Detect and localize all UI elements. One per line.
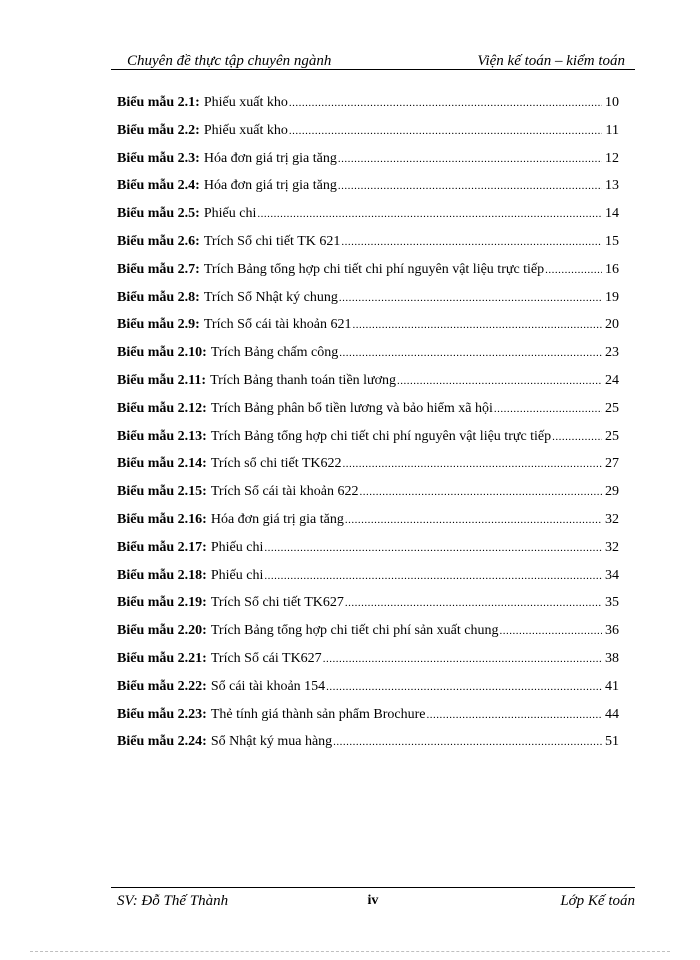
toc-entry-title: Trích Bảng tổng hợp chi tiết chi phí nguyên vật liệu trực tiếp xyxy=(210,428,552,444)
toc-dot-leader xyxy=(341,236,602,248)
toc-entry-title: Phiếu chi xyxy=(210,567,264,583)
page-break-line xyxy=(30,951,670,952)
toc-dot-leader xyxy=(289,97,602,109)
toc-entry-title: Trích Sổ Nhật ký chung xyxy=(203,289,338,305)
toc-dot-leader xyxy=(343,458,602,470)
toc-dot-leader xyxy=(545,264,602,276)
toc-dot-leader xyxy=(289,125,602,137)
toc-entry-label: Biểu mẫu 2.9: xyxy=(117,317,200,333)
toc-dot-leader xyxy=(323,653,602,665)
toc-dot-leader xyxy=(264,570,602,582)
toc-dot-leader xyxy=(326,681,602,693)
toc-entry-label: Biểu mẫu 2.19: xyxy=(117,595,207,611)
toc-entry-label: Biểu mẫu 2.12: xyxy=(117,400,207,416)
toc-dot-leader xyxy=(345,514,602,526)
table-of-figures xyxy=(117,95,619,762)
toc-entry-page: 32 xyxy=(605,539,619,555)
toc-entry-title: Trích Bảng tổng hợp chi tiết chi phí sản xuất chung xyxy=(210,623,499,639)
toc-entry-title: Trích Bảng tổng hợp chi tiết chi phí nguyên vật liệu trực tiếp xyxy=(203,261,545,277)
toc-entry-title: Phiếu xuất kho xyxy=(203,95,288,110)
toc-dot-leader xyxy=(359,486,602,498)
toc-entry-page: 16 xyxy=(605,261,619,277)
toc-entry-page: 14 xyxy=(605,206,619,222)
toc-entry[interactable] xyxy=(117,595,619,623)
toc-dot-leader xyxy=(257,208,602,220)
toc-entry-title: Trích Sổ chi tiết TK627 xyxy=(210,595,344,611)
toc-entry[interactable] xyxy=(117,456,619,484)
toc-entry[interactable] xyxy=(117,95,619,123)
toc-dot-leader xyxy=(264,542,602,554)
toc-entry[interactable] xyxy=(117,123,619,151)
toc-entry[interactable] xyxy=(117,178,619,206)
toc-entry[interactable] xyxy=(117,317,619,345)
toc-entry-title: Trích Sổ cái tài khoản 621 xyxy=(203,317,352,333)
toc-dot-leader xyxy=(352,319,602,331)
toc-entry[interactable] xyxy=(117,540,619,568)
toc-entry-title: Hóa đơn giá trị gia tăng xyxy=(203,178,337,194)
toc-entry-page: 23 xyxy=(605,345,619,361)
toc-dot-leader xyxy=(494,403,602,415)
header-left-text: Chuyên đề thực tập chuyên ngành xyxy=(127,53,332,69)
toc-entry-title: Trích Bảng chấm công xyxy=(210,345,339,361)
toc-entry-label: Biểu mẫu 2.21: xyxy=(117,650,207,666)
toc-entry-page: 12 xyxy=(605,150,619,166)
toc-dot-leader xyxy=(397,375,602,387)
toc-entry-page: 35 xyxy=(605,595,619,611)
toc-entry-page: 15 xyxy=(605,233,619,249)
toc-entry-label: Biểu mẫu 2.10: xyxy=(117,345,207,361)
toc-entry[interactable] xyxy=(117,151,619,179)
toc-entry-page: 20 xyxy=(605,317,619,333)
toc-entry-title: Sổ Nhật ký mua hàng xyxy=(210,734,333,750)
toc-dot-leader xyxy=(338,153,602,165)
toc-entry[interactable] xyxy=(117,401,619,429)
toc-entry[interactable] xyxy=(117,429,619,457)
footer-rule xyxy=(111,887,635,888)
header-right-text: Viện kế toán – kiểm toán xyxy=(477,53,625,69)
toc-entry-page: 36 xyxy=(605,623,619,639)
toc-entry-label: Biểu mẫu 2.23: xyxy=(117,706,207,722)
toc-entry-page: 41 xyxy=(605,678,619,694)
toc-entry-title: Phiếu chi xyxy=(203,206,257,222)
toc-entry[interactable] xyxy=(117,512,619,540)
toc-entry-page: 44 xyxy=(605,706,619,722)
footer-page-number: iv xyxy=(367,893,379,908)
toc-entry[interactable] xyxy=(117,206,619,234)
toc-entry-title: Trích Sổ cái TK627 xyxy=(210,650,322,666)
toc-entry-label: Biểu mẫu 2.18: xyxy=(117,567,207,583)
toc-entry-label: Biểu mẫu 2.15: xyxy=(117,484,207,500)
toc-dot-leader xyxy=(552,431,602,443)
toc-entry-label: Biểu mẫu 2.3: xyxy=(117,150,200,166)
footer-student-name: SV: Đỗ Thế Thành xyxy=(117,893,229,909)
toc-entry-label: Biểu mẫu 2.8: xyxy=(117,289,200,305)
toc-entry[interactable] xyxy=(117,707,619,735)
toc-entry-label: Biểu mẫu 2.6: xyxy=(117,233,200,249)
toc-entry[interactable] xyxy=(117,651,619,679)
page-header xyxy=(111,46,635,70)
toc-entry-page: 25 xyxy=(605,400,619,416)
toc-dot-leader xyxy=(345,597,602,609)
toc-entry-page: 25 xyxy=(605,428,619,444)
toc-entry-title: Trích sổ chi tiết TK622 xyxy=(210,456,342,472)
toc-entry-page: 19 xyxy=(605,289,619,305)
toc-entry-label: Biểu mẫu 2.4: xyxy=(117,178,200,194)
toc-entry-label: Biểu mẫu 2.24: xyxy=(117,734,207,750)
toc-entry[interactable] xyxy=(117,679,619,707)
toc-entry-page: 32 xyxy=(605,511,619,527)
toc-entry-page: 13 xyxy=(605,178,619,194)
toc-entry-title: Trích Sổ cái tài khoản 622 xyxy=(210,484,359,500)
toc-dot-leader xyxy=(339,347,602,359)
toc-entry-page: 29 xyxy=(605,484,619,500)
toc-entry[interactable] xyxy=(117,623,619,651)
toc-entry-label: Biểu mẫu 2.2: xyxy=(117,122,200,138)
toc-dot-leader xyxy=(333,736,602,748)
toc-entry-label: Biểu mẫu 2.13: xyxy=(117,428,207,444)
toc-dot-leader xyxy=(499,625,602,637)
toc-entry[interactable] xyxy=(117,568,619,596)
toc-entry-title: Trích Bảng thanh toán tiền lương xyxy=(210,372,397,388)
toc-entry-page: 51 xyxy=(605,734,619,750)
footer-class-name: Lớp Kế toán xyxy=(560,893,635,909)
toc-dot-leader xyxy=(338,180,602,192)
toc-entry-label: Biểu mẫu 2.20: xyxy=(117,623,207,639)
toc-dot-leader xyxy=(339,292,602,304)
toc-entry-label: Biểu mẫu 2.14: xyxy=(117,456,207,472)
toc-entry-page: 24 xyxy=(605,372,619,388)
toc-entry-page: 38 xyxy=(605,650,619,666)
toc-entry-page: 11 xyxy=(605,122,619,138)
toc-entry-label: Biểu mẫu 2.1: xyxy=(117,95,200,110)
toc-entry-label: Biểu mẫu 2.5: xyxy=(117,206,200,222)
toc-entry-title: Phiếu chi xyxy=(210,539,264,555)
toc-entry-page: 10 xyxy=(605,95,619,110)
toc-entry[interactable] xyxy=(117,345,619,373)
toc-entry-label: Biểu mẫu 2.17: xyxy=(117,539,207,555)
toc-entry[interactable] xyxy=(117,262,619,290)
toc-entry-title: Hóa đơn giá trị gia tăng xyxy=(203,150,337,166)
toc-entry-title: Hóa đơn giá trị gia tăng xyxy=(210,511,344,527)
toc-entry-title: Trích Sổ chi tiết TK 621 xyxy=(203,233,341,249)
toc-entry-label: Biểu mẫu 2.22: xyxy=(117,678,207,694)
toc-entry-label: Biểu mẫu 2.7: xyxy=(117,261,200,277)
toc-entry-label: Biểu mẫu 2.16: xyxy=(117,511,207,527)
toc-dot-leader xyxy=(426,709,602,721)
header-rule xyxy=(111,69,635,70)
toc-entry-title: Sổ cái tài khoản 154 xyxy=(210,678,326,694)
page-footer xyxy=(111,893,635,915)
toc-entry[interactable] xyxy=(117,290,619,318)
toc-entry[interactable] xyxy=(117,734,619,762)
toc-entry-page: 27 xyxy=(605,456,619,472)
toc-entry[interactable] xyxy=(117,484,619,512)
toc-entry-title: Trích Bảng phân bổ tiền lương và bảo hiểm xã hội xyxy=(210,400,493,416)
toc-entry[interactable] xyxy=(117,373,619,401)
toc-entry-label: Biểu mẫu 2.11: xyxy=(117,372,207,388)
toc-entry-page: 34 xyxy=(605,567,619,583)
toc-entry[interactable] xyxy=(117,234,619,262)
toc-entry-title: Thẻ tính giá thành sản phẩm Brochure xyxy=(210,706,426,722)
toc-entry-title: Phiếu xuất kho xyxy=(203,122,288,138)
